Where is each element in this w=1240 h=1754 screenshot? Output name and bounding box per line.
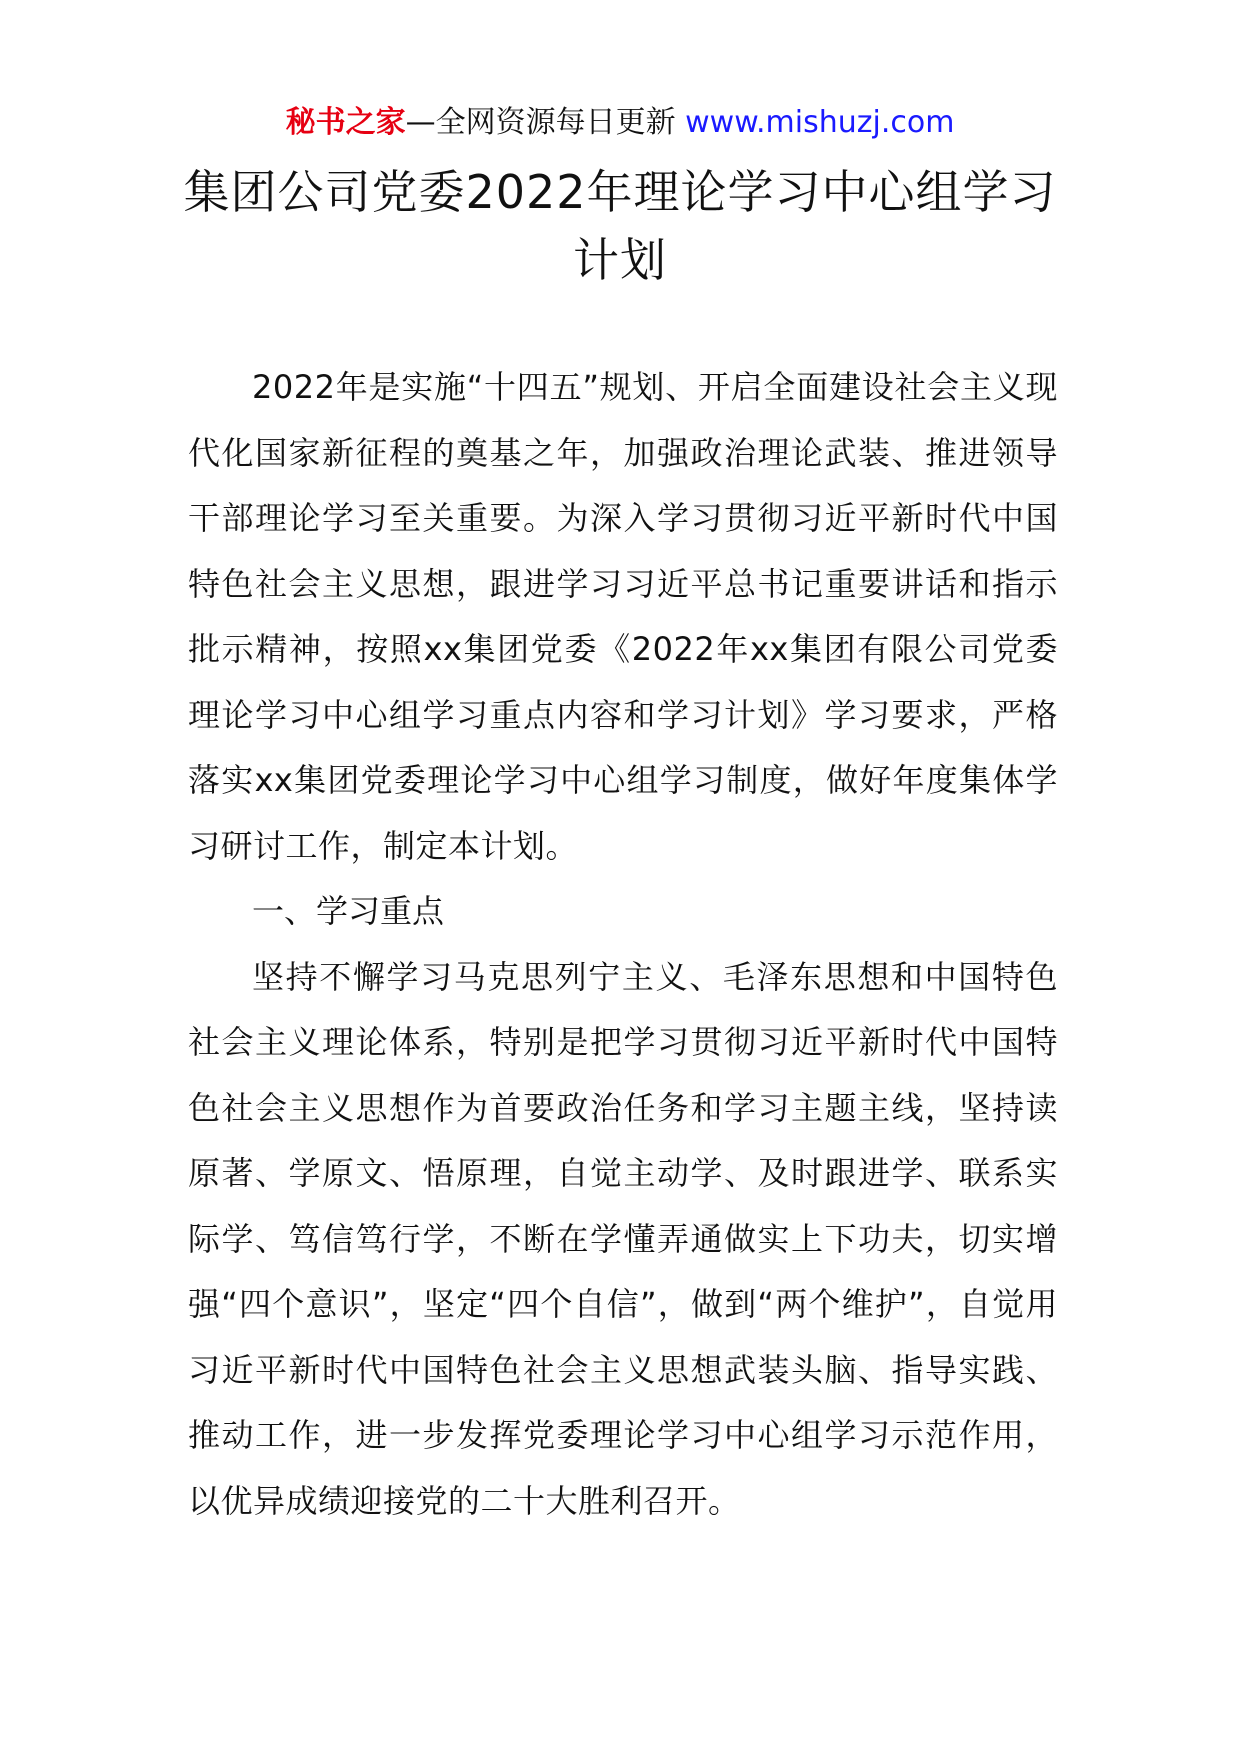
section-1-paragraph: 坚持不懈学习马克思列宁主义、毛泽东思想和中国特色社会主义理论体系，特别是把学习贯彻习近平新时代中国特色社会主义思想作为首要政治任务和学习主题主线，坚持读原著、学原文、悟原理，自觉主动学、及时跟进学、联系实际学、笃信笃行学，不断在学懂弄通做实上下功夫，切实增强“四个意识”，坚定“四个自信”，做到“两个维护”，自觉用习近平新时代中国特色社会主义思想武装头脑、指导实践、推动工作，进一步发挥党委理论学习中心组学习示范作用，以优异成绩迎接党的二十大胜利召开。 [188,957,1058,1520]
section-heading-1: 一、学习重点 [252,892,445,930]
document-title: 集团公司党委2022年理论学习中心组学习计划 [183,165,1057,287]
document-body [188,355,1058,1534]
header-slogan: —全网资源每日更新 [405,105,676,140]
site-url-link[interactable]: www.mishuzj.com [685,105,955,140]
intro-paragraph: 2022年是实施“十四五”规划、开启全面建设社会主义现代化国家新征程的奠基之年，加强政治理论武装、推进领导干部理论学习至关重要。为深入学习贯彻习近平新时代中国特色社会主义思想，跟进学习习近平总书记重要讲话和指示批示精神，按照xx集团党委《2022年xx集团有限公司党委理论学习中心组学习重点内容和学习计划》学习要求，严格落实xx集团党委理论学习中心组学习制度，做好年度集体学习研讨工作，制定本计划。 [188,368,1058,865]
site-header [0,101,1240,145]
brand-name: 秘书之家 [285,105,406,140]
